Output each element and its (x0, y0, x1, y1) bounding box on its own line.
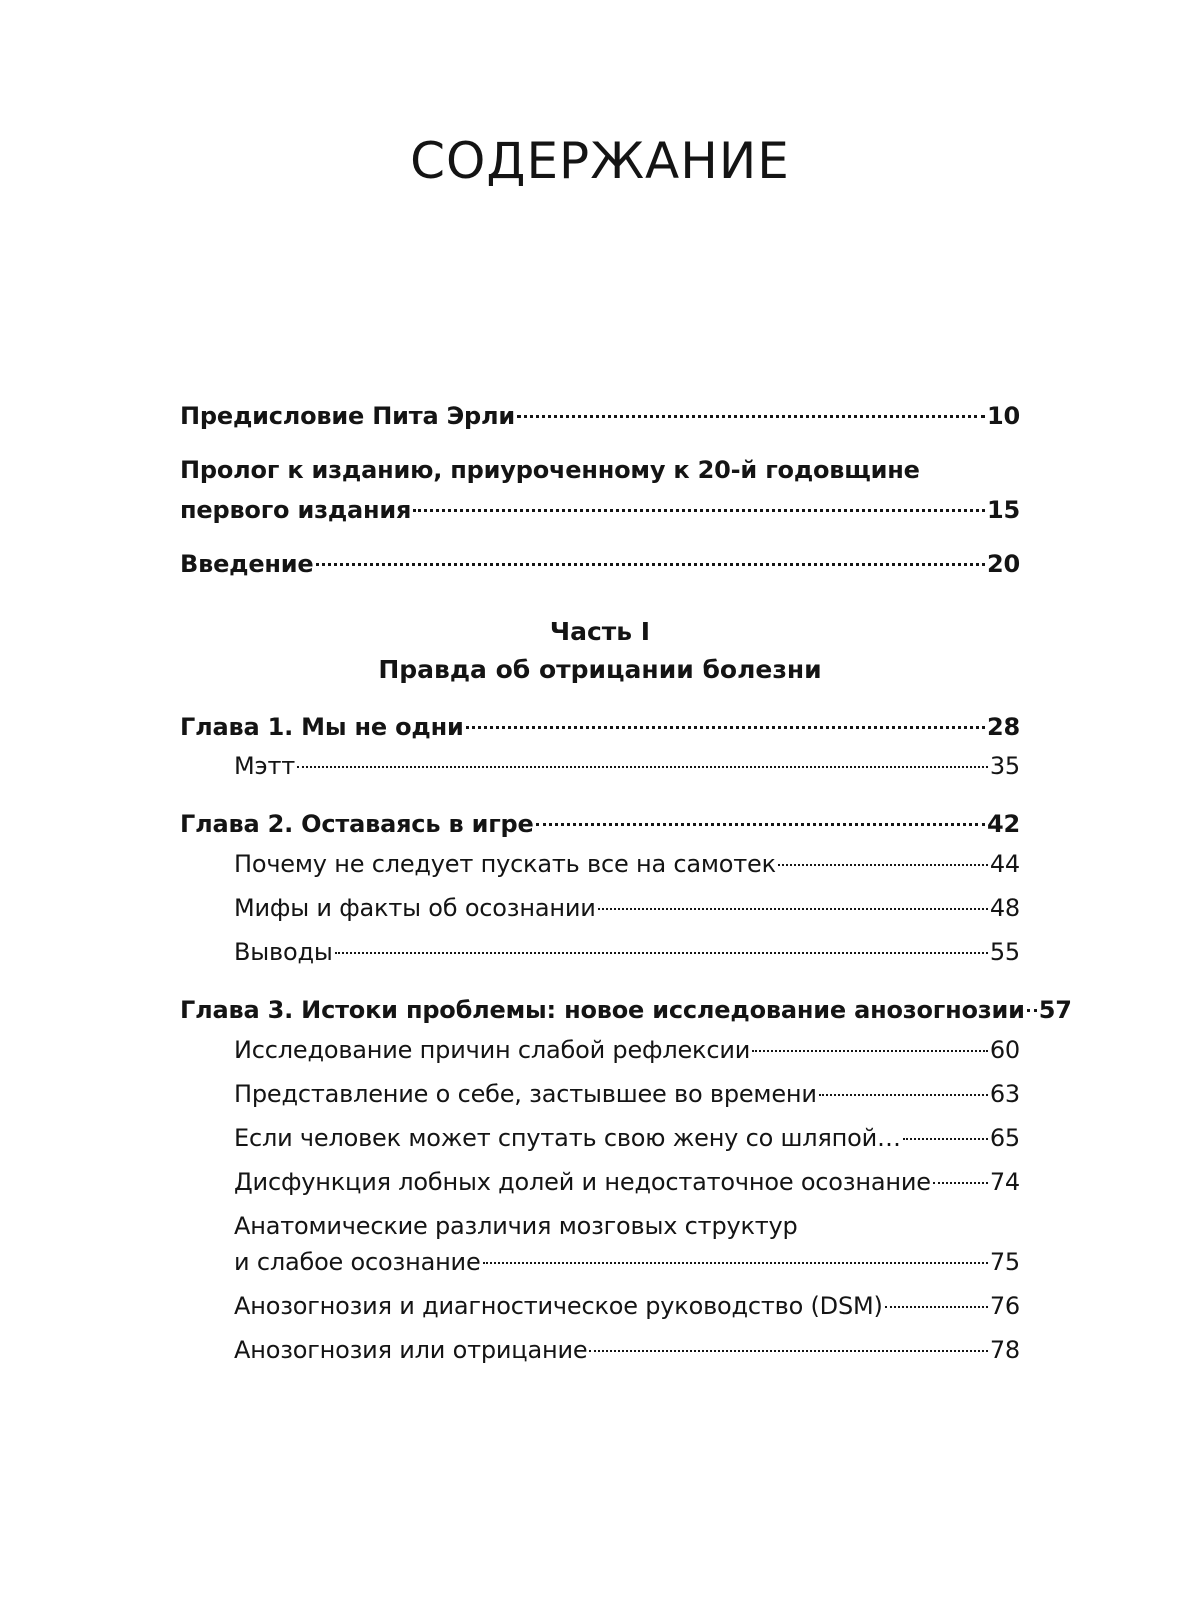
toc-page-number: 42 (987, 810, 1020, 838)
toc-page-number: 78 (989, 1336, 1020, 1364)
toc-entry-section-line1[interactable]: Анатомические различия мозговых структур (234, 1212, 798, 1240)
toc-entry-prologue[interactable] (180, 490, 1020, 530)
toc-page-number: 15 (987, 496, 1020, 524)
toc-entry-title: Представление о себе, застывшее во времени (234, 1080, 817, 1108)
toc-entry-title: Введение (180, 550, 314, 578)
dot-leader (819, 1094, 988, 1096)
toc-entry-title: Выводы (234, 938, 333, 966)
dot-leader (589, 1350, 987, 1352)
toc-entry-section[interactable] (234, 888, 1020, 928)
toc-entry-title: Анозогнозия или отрицание (234, 1336, 588, 1364)
toc-entry-title: Мифы и факты об осознании (234, 894, 596, 922)
toc-page-number: 76 (989, 1292, 1020, 1320)
toc-entry-section[interactable] (234, 746, 1020, 786)
toc-page-number: 28 (987, 713, 1020, 741)
toc-entry-section[interactable] (234, 932, 1020, 972)
toc-page-number: 44 (989, 850, 1020, 878)
toc-entry-title: первого издания (180, 496, 412, 524)
part-title: Правда об отрицании болезни (378, 655, 822, 684)
toc-entry-section[interactable] (234, 844, 1020, 884)
toc-page-number: 75 (989, 1248, 1020, 1276)
toc-entry-prologue-line1[interactable]: Пролог к изданию, приуроченному к 20-й годовщине (180, 456, 920, 484)
dot-leader (778, 864, 988, 866)
toc-entry-section[interactable] (234, 1162, 1020, 1202)
dot-leader (903, 1138, 988, 1140)
toc-entry-section[interactable] (234, 1330, 1020, 1370)
toc-page-number: 10 (987, 402, 1020, 430)
dot-leader (466, 726, 985, 729)
toc-entry-section[interactable] (234, 1242, 1020, 1282)
toc-page-number: 60 (989, 1036, 1020, 1064)
toc-entry-title: Дисфункция лобных долей и недостаточное осознание (234, 1168, 931, 1196)
toc-entry-title: Исследование причин слабой рефлексии (234, 1036, 751, 1064)
toc-entry-chapter-1[interactable] (180, 707, 1020, 747)
toc-page-number: 57 (1038, 996, 1072, 1024)
toc-entry-title: Глава 1. Мы не одни (180, 713, 464, 741)
part-label: Часть I (549, 617, 651, 646)
dot-leader (316, 563, 986, 566)
toc-page-number: 55 (989, 938, 1020, 966)
dot-leader (483, 1262, 988, 1264)
dot-leader (752, 1050, 988, 1052)
toc-page-number: 63 (989, 1080, 1020, 1108)
toc-entry-section[interactable] (234, 1286, 1020, 1326)
toc-entry-title: Мэтт (234, 752, 296, 780)
toc-entry-section[interactable] (234, 1118, 1020, 1158)
toc-entry-title: и слабое осознание (234, 1248, 481, 1276)
toc-entry-chapter-2[interactable] (180, 804, 1020, 844)
dot-leader (413, 509, 985, 512)
dot-leader (536, 823, 985, 826)
toc-entry-title: Если человек может спутать свою жену со шляпой… (234, 1124, 901, 1152)
toc-page-number: 35 (989, 752, 1020, 780)
toc-entry-chapter-3[interactable] (180, 990, 1072, 1030)
dot-leader (1027, 1009, 1037, 1012)
toc-entry-title: Почему не следует пускать все на самотек (234, 850, 776, 878)
dot-leader (297, 766, 988, 768)
toc-entry-foreword[interactable] (180, 396, 1020, 436)
toc-entry-title: Предисловие Пита Эрли (180, 402, 516, 430)
toc-page-number: 65 (989, 1124, 1020, 1152)
dot-leader (885, 1306, 988, 1308)
toc-page-number: 20 (987, 550, 1020, 578)
toc-page-number: 48 (989, 894, 1020, 922)
dot-leader (933, 1182, 988, 1184)
toc-entry-introduction[interactable] (180, 544, 1020, 584)
toc-entry-section[interactable] (234, 1074, 1020, 1114)
toc-entry-section[interactable] (234, 1030, 1020, 1070)
dot-leader (598, 908, 988, 910)
toc-entry-title: Глава 2. Оставаясь в игре (180, 810, 534, 838)
page-heading: СОДЕРЖАНИЕ (410, 132, 790, 190)
dot-leader (335, 952, 988, 954)
toc-page-number: 74 (989, 1168, 1020, 1196)
dot-leader (517, 415, 985, 418)
toc-entry-title: Анозогнозия и диагностическое руководство (DSM) (234, 1292, 883, 1320)
toc-entry-title: Глава 3. Истоки проблемы: новое исследование анозогнозии (180, 996, 1025, 1024)
